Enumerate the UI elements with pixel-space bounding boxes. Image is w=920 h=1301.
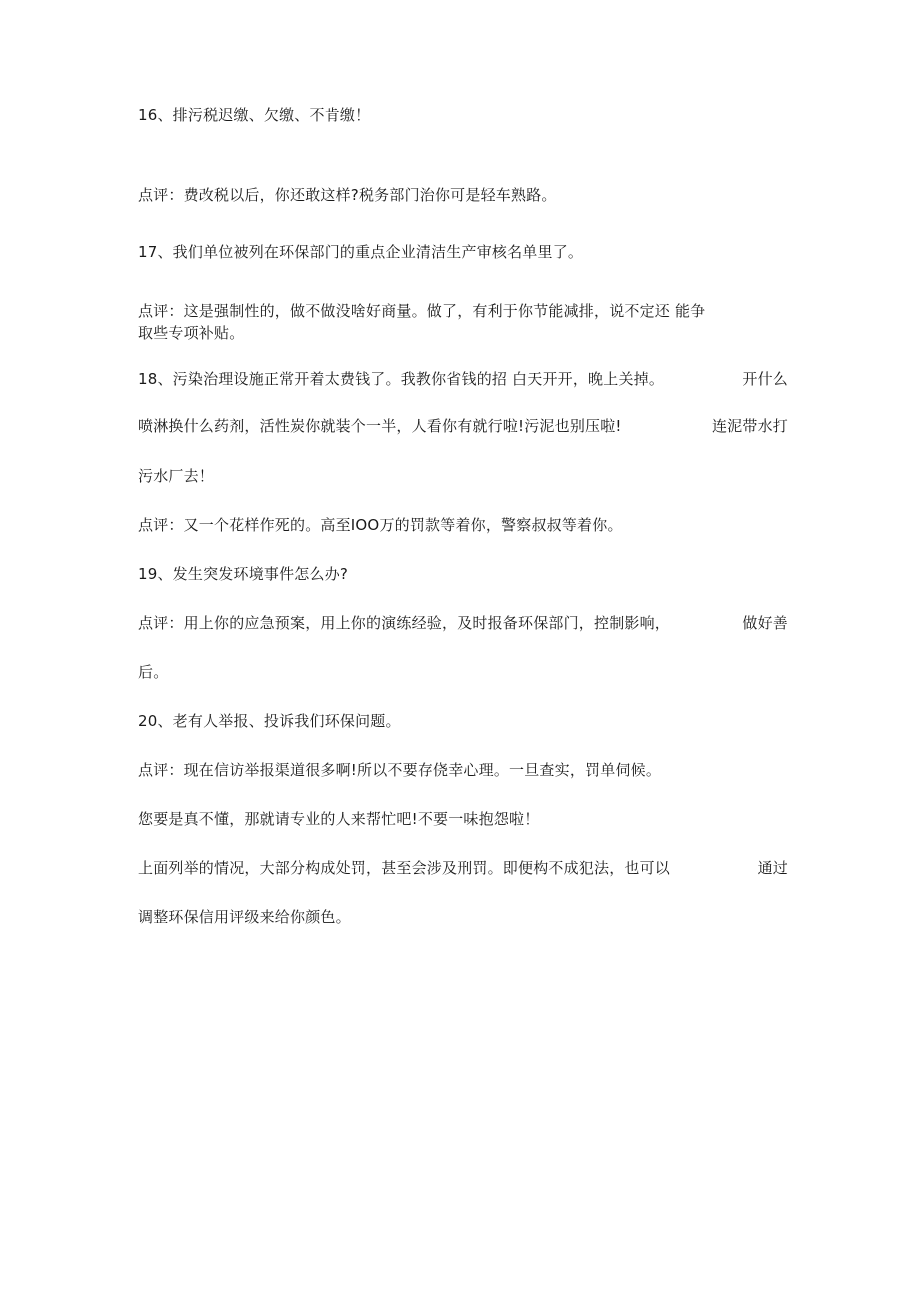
item-19-comment-line2: 后。 [138, 663, 169, 681]
item-18-heading-line2-tail: 连泥带水打 [711, 417, 788, 435]
item-20-comment: 点评：现在信访举报渠道很多啊!所以不要存侥幸心理。一旦查实，罚单伺候。 [138, 761, 662, 779]
item-18-heading-line1-text: 18、污染治理设施正常开着太费钱了。我教你省钱的招 白天开开，晚上关掉。 [138, 370, 665, 388]
item-17-comment-line2: 取些专项补贴。 [138, 324, 245, 342]
item-18-heading-line2 [138, 415, 788, 437]
closing-line1: 您要是真不懂，那就请专业的人来帮忙吧!不要一味抱怨啦！ [138, 810, 540, 828]
closing-line3: 调整环保信用评级来给你颜色。 [138, 908, 351, 926]
item-19-heading: 19、发生突发环境事件怎么办? [138, 565, 349, 583]
item-16-comment: 点评：费改税以后，你还敢这样?税务部门治你可是轻车熟路。 [138, 186, 557, 204]
item-18-heading-line3: 污水厂去！ [138, 467, 215, 485]
item-17-comment-line1: 点评：这是强制性的，做不做没啥好商量。做了，有利于你节能减排，说不定还 能争 [138, 302, 706, 320]
item-19-comment-line1-text: 点评：用上你的应急预案，用上你的演练经验，及时报备环保部门，控制影响， [138, 614, 671, 632]
item-20-heading: 20、老有人举报、投诉我们环保问题。 [138, 712, 401, 730]
closing-line2-text: 上面列举的情况，大部分构成处罚，甚至会涉及刑罚。即便构不成犯法，也可以 [138, 859, 671, 877]
item-18-heading-line1 [138, 368, 788, 390]
item-16-heading: 16、排污税迟缴、欠缴、不肯缴！ [138, 106, 371, 124]
closing-line2-tail: 通过 [757, 859, 788, 877]
item-18-comment: 点评：又一个花样作死的。高至IOO万的罚款等着你，警察叔叔等着你。 [138, 516, 623, 534]
item-19-comment-line1 [138, 612, 788, 634]
item-17-heading: 17、我们单位被列在环保部门的重点企业清洁生产审核名单里了。 [138, 243, 584, 261]
closing-line2 [138, 857, 788, 879]
item-18-heading-line2-text: 喷淋换什么药剂，活性炭你就装个一半，人看你有就行啦!污泥也别压啦! [138, 417, 622, 435]
item-18-heading-line1-tail: 开什么 [742, 370, 788, 388]
item-19-comment-line1-tail: 做好善 [742, 614, 788, 632]
